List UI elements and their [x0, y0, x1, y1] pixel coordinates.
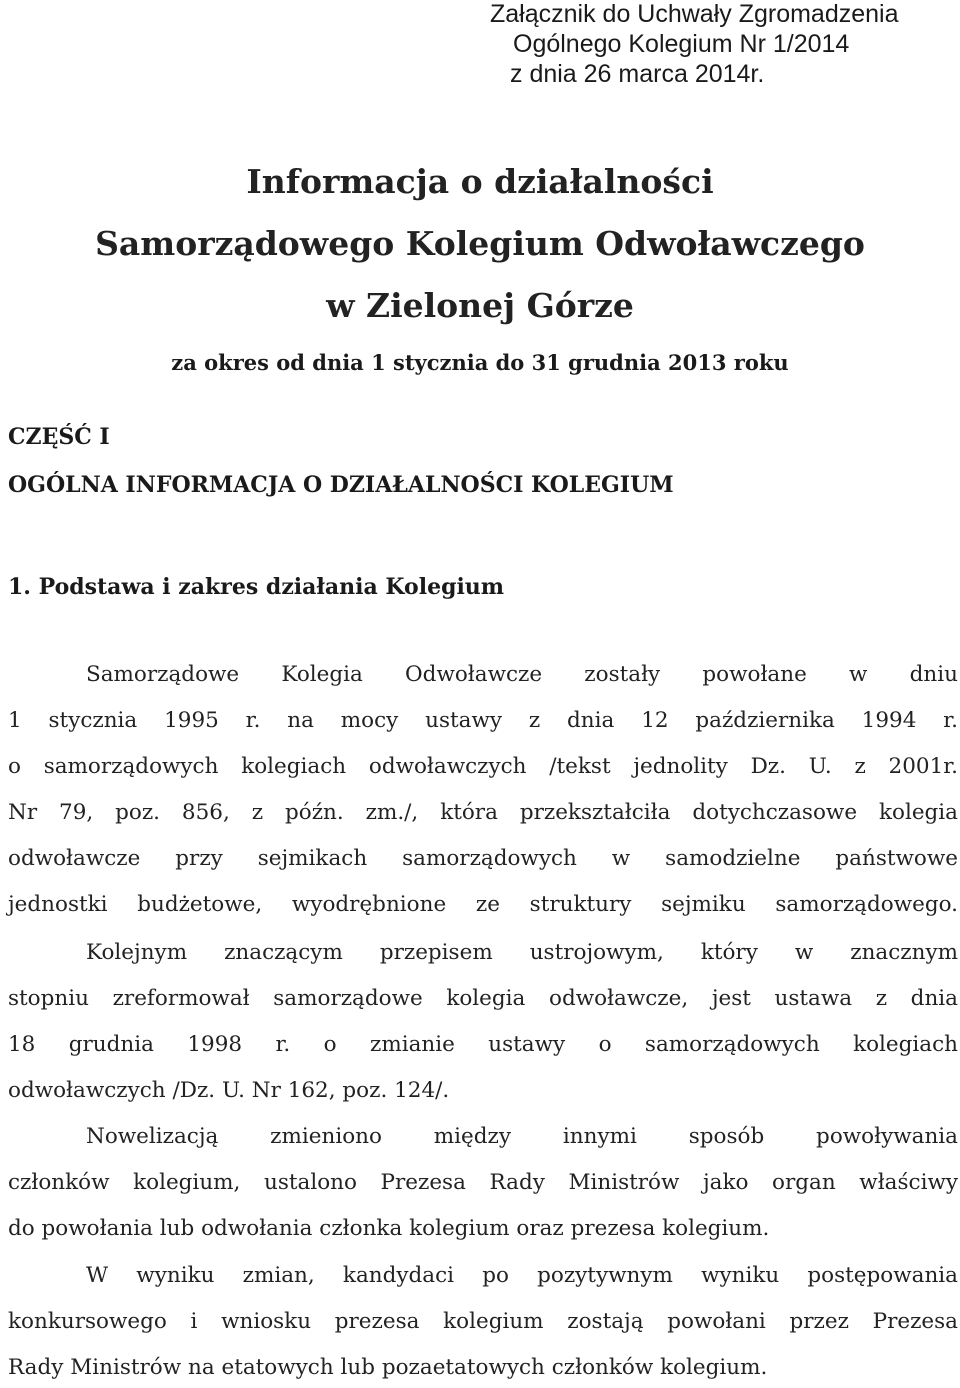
paragraph-1-line: jednostki budżetowe, wyodrębnione ze struktury sejmiku samorządowego.	[8, 892, 958, 917]
paragraph-3-line: do powołania lub odwołania członka kolegium oraz prezesa kolegium.	[8, 1216, 770, 1241]
attachment-line-3: z dnia 26 marca 2014r.	[510, 60, 765, 88]
part-heading: OGÓLNA INFORMACJA O DZIAŁALNOŚCI KOLEGIUM	[8, 472, 674, 498]
title-line-3: w Zielonej Górze	[326, 286, 634, 325]
paragraph-2-line: Kolejnym znaczącym przepisem ustrojowym, który w znacznym	[86, 940, 958, 965]
title-line-1: Informacja o działalności	[246, 162, 714, 201]
paragraph-1-line: odwoławcze przy sejmikach samorządowych w samodzielne państwowe	[8, 846, 958, 871]
part-label: CZĘŚĆ I	[8, 424, 110, 450]
paragraph-1-line: Samorządowe Kolegia Odwoławcze zostały powołane w dniu	[86, 662, 958, 687]
paragraph-1-line: o samorządowych kolegiach odwoławczych /tekst jednolity Dz. U. z 2001r.	[8, 754, 958, 779]
paragraph-1-line: Nr 79, poz. 856, z późn. zm./, która przekształciła dotychczasowe kolegia	[8, 800, 958, 825]
attachment-line-1: Załącznik do Uchwały Zgromadzenia	[490, 0, 899, 28]
paragraph-4-line: Rady Ministrów na etatowych lub pozaetatowych członków kolegium.	[8, 1355, 768, 1380]
paragraph-1-line: 1 stycznia 1995 r. na mocy ustawy z dnia 12 października 1994 r.	[8, 708, 958, 733]
title-line-2: Samorządowego Kolegium Odwoławczego	[95, 224, 865, 263]
paragraph-4-line: konkursowego i wniosku prezesa kolegium zostają powołani przez Prezesa	[8, 1309, 958, 1334]
paragraph-2-line: stopniu zreformował samorządowe kolegia odwoławcze, jest ustawa z dnia	[8, 986, 958, 1011]
paragraph-3-line: członków kolegium, ustalono Prezesa Rady Ministrów jako organ właściwy	[8, 1170, 958, 1195]
paragraph-4-line: W wyniku zmian, kandydaci po pozytywnym wyniku postępowania	[86, 1263, 958, 1288]
paragraph-3-line: Nowelizacją zmieniono między innymi sposób powoływania	[86, 1124, 958, 1149]
paragraph-2-line: odwoławczych /Dz. U. Nr 162, poz. 124/.	[8, 1078, 450, 1103]
section-heading: 1. Podstawa i zakres działania Kolegium	[8, 574, 505, 600]
title-period: za okres od dnia 1 stycznia do 31 grudnia 2013 roku	[171, 350, 789, 375]
attachment-line-2: Ogólnego Kolegium Nr 1/2014	[513, 30, 850, 58]
paragraph-2-line: 18 grudnia 1998 r. o zmianie ustawy o samorządowych kolegiach	[8, 1032, 958, 1057]
